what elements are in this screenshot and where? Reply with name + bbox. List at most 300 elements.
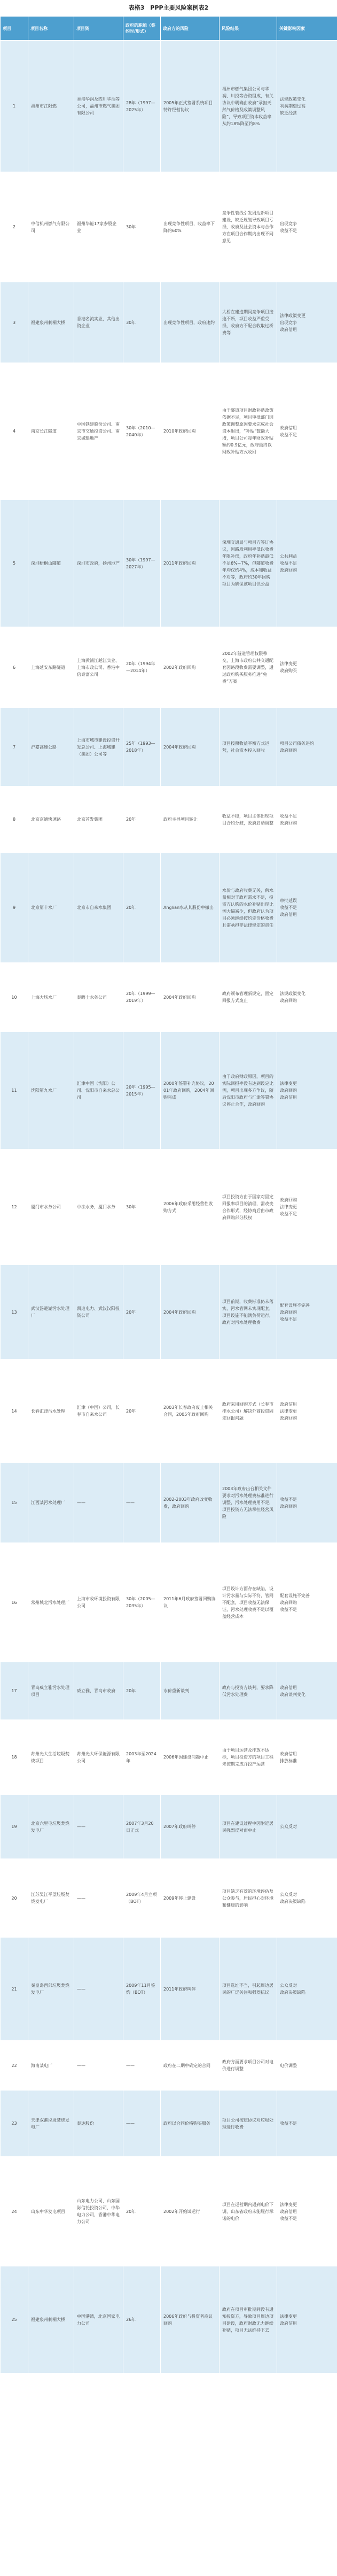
cell-text: 2011年政府回购 (163, 561, 196, 566)
header-cell: 政府的职能（签约时/形式） (123, 17, 161, 41)
table-cell (220, 2157, 277, 2266)
table-row (1, 282, 337, 363)
cell-text: 出现竞争性项目，政府违约 (163, 320, 215, 325)
table-cell (74, 172, 123, 282)
cell-text: 项目按照收益平衡方式运营，社会资本投入回收 (222, 741, 269, 753)
cell-text: 项目设计方面存在缺陷，设计污水量与实际不符，管网不配套，项目收益无法保证，污水处理收费不足以覆盖经营成本 (222, 1586, 273, 1619)
table-cell (28, 1463, 74, 1543)
table-cell (28, 1265, 74, 1360)
cell-text: 青岛威立雅污水处理项目 (31, 1685, 69, 1697)
cell-text: 收益不足 政府回购 (280, 1497, 297, 1509)
table-cell (220, 2041, 277, 2091)
table-cell (123, 853, 161, 963)
table-cell (123, 1795, 161, 1859)
document-title: 表格3 PPP主要风险案例表2 (128, 4, 209, 11)
cell-text: 30年（2005—2035年） (126, 1596, 155, 1608)
cell-text: 政府信用 收益不足 (280, 425, 297, 437)
cell-text: 30年（1997—2027年） (126, 557, 155, 569)
cell-text: 政府在二期中确定的合同 (163, 2063, 210, 2068)
cell-text: 审批延误 收益不足 政府信用 (280, 898, 297, 917)
cell-text: 20年（1995—2015年） (126, 1084, 155, 1097)
cell-text: —— (77, 1986, 85, 1992)
table-cell (277, 1543, 337, 1662)
table-cell (74, 500, 123, 627)
table-cell (277, 1938, 337, 2041)
cell-text: 法律变更 政府回购 政府信用 (280, 1081, 297, 1100)
table-cell (277, 1662, 337, 1720)
cell-text: 上海大场水厂 (31, 994, 57, 1000)
table-cell (277, 500, 337, 627)
cell-text: 20年 (126, 1309, 136, 1315)
cell-text: 山东中华发电项目 (31, 2209, 65, 2214)
cell-text: 海南某电厂 (31, 2063, 52, 2068)
cell-text: 北京京通快速路 (31, 817, 61, 822)
table-cell (220, 2091, 277, 2157)
table-cell (161, 2041, 220, 2091)
table-cell (1, 1662, 28, 1720)
cell-text: 20年（1994年—2014年） (126, 661, 155, 673)
table-cell (28, 627, 74, 708)
table-cell (161, 1265, 220, 1360)
cell-text: 收益不足 (280, 2121, 297, 2126)
cell-text: —— (126, 2121, 135, 2126)
table-cell (74, 2157, 123, 2266)
cell-text: 12 (11, 1205, 17, 1209)
table-cell (220, 500, 277, 627)
cell-text: 2009年11月签约（BOT） (126, 1983, 155, 1995)
cell-text: 山东电力公司，山东国际信托投资公司，中华电力公司，香港中华电力公司 (77, 2199, 120, 2224)
cell-text: 26年 (126, 2317, 136, 2322)
cell-text: 福州市江阳燃 (31, 104, 57, 109)
cell-text: 8 (12, 817, 16, 822)
cell-text: 2004年政府回购 (163, 1309, 196, 1315)
cell-text: 沪嘉高速公路 (31, 744, 57, 750)
table-cell (74, 853, 123, 963)
table-cell (28, 1360, 74, 1463)
table-cell (220, 1720, 277, 1795)
header-cell: 风险结果 (220, 17, 277, 41)
cell-text: 政府主导项目转让 (163, 817, 198, 822)
table-row (1, 41, 337, 172)
table-cell (1, 1795, 28, 1859)
cell-text: 25年（1993—2018年） (126, 741, 155, 753)
cell-text: 2004年政府回购 (163, 744, 196, 750)
table-cell (220, 1463, 277, 1543)
cell-text: —— (77, 1500, 85, 1505)
table-cell (220, 1543, 277, 1662)
cell-text: 15 (11, 1500, 17, 1505)
cell-text: 2007年3月20日正式 (126, 1821, 154, 1833)
table-cell (123, 1938, 161, 2041)
cell-text: 20年 (126, 905, 136, 910)
cell-text: 25 (11, 2317, 17, 2322)
cell-text: 20年 (126, 817, 136, 822)
cell-text: 2005年正式签署系统项目特许经营协议 (163, 100, 213, 112)
table-cell (123, 1859, 161, 1938)
cell-text: 福建泉州刺桐大桥 (31, 2317, 65, 2322)
table-cell (28, 1032, 74, 1150)
table-cell (220, 1032, 277, 1150)
cell-text: 出现竞争 收益不足 (280, 221, 297, 233)
table-cell (277, 1150, 337, 1265)
table-cell (277, 708, 337, 786)
table-row (1, 1859, 337, 1938)
table-cell (220, 853, 277, 963)
table-cell (74, 963, 123, 1032)
cell-text: 竞争性管线引发周边新项目建设，缺乏规划导致项目亏损，政府及社会资本与合作方在项目合作期内出现不同意见 (222, 211, 273, 243)
cell-text: 电价调整 (280, 2063, 297, 2068)
table-cell (1, 708, 28, 786)
table-row (1, 1265, 337, 1360)
cell-text: 中国铁建股份公司、南京市交通投资公司、南京城建地产 (77, 422, 120, 441)
cell-text: 法律变更 政府信用 收益不足 (280, 2202, 297, 2221)
table-cell (277, 282, 337, 363)
table-cell (28, 708, 74, 786)
table-cell (277, 963, 337, 1032)
cell-text: 政府采用回购方式（长春市排水公司）解决外商投资固定回报问题 (222, 1401, 273, 1421)
table-cell (277, 1360, 337, 1463)
cell-text: 法律政策变更 出现竞争 政府信用 (280, 313, 305, 332)
cell-text: 泰晤士水务公司 (77, 994, 107, 1000)
table-cell (28, 1662, 74, 1720)
table-cell (74, 708, 123, 786)
table-cell (277, 41, 337, 172)
cell-text: 深圳市政府，扬州地产 (77, 561, 120, 566)
cell-text: —— (126, 2063, 135, 2068)
table-cell (161, 1795, 220, 1859)
table-cell (161, 963, 220, 1032)
table-cell (28, 2041, 74, 2091)
table-cell (277, 1032, 337, 1150)
table-cell (123, 363, 161, 500)
cell-text: 政府与投资方谈判，要求降低污水处理费 (222, 1685, 273, 1697)
cell-text: 法律变更 政府信用 (280, 2313, 297, 2326)
table-cell (220, 786, 277, 853)
cell-text: 政府颁布管理新规定，固定回报方式废止 (222, 991, 273, 1003)
table-cell (123, 2091, 161, 2157)
table-cell (28, 172, 74, 282)
table-cell (277, 172, 337, 282)
cell-text: —— (126, 1500, 135, 1505)
table-cell (28, 363, 74, 500)
cell-text: 政府以合同价格购买服务 (163, 2121, 210, 2126)
cell-text: 法规政策变化 利润期望过高 缺乏经营 (280, 97, 305, 115)
cell-text: 苏州光大生活垃圾焚烧项目 (31, 1751, 69, 1763)
header-cell: 项目资 (74, 17, 123, 41)
cell-text: 法规政策变化 政府回购 (280, 991, 305, 1003)
table-cell (1, 172, 28, 282)
cell-text: 2011年6月政府签署回购协议 (163, 1596, 216, 1608)
cell-text: 23 (11, 2121, 17, 2126)
table-cell (28, 1938, 74, 2041)
cell-text: 威立雅，青岛市政府 (77, 1688, 115, 1693)
cell-text: 9 (12, 905, 16, 910)
cell-text: 上海黄浦江越江实业、上海市政公司、香港中信泰富公司 (77, 658, 120, 677)
cell-text: 项目投资方由于国家对固定回报率项目的清理，需改变合作形式，经协商后由市政府回购部分股权 (222, 1194, 273, 1220)
cell-text: 水价重新谈判 (163, 1688, 189, 1693)
cell-text: 福州华能17家参股企业 (77, 221, 117, 233)
table-row (1, 1150, 337, 1265)
cell-text: 公众反对 政府决策缺陷 (280, 1892, 305, 1904)
table-cell (28, 500, 74, 627)
cell-text: 政府信用 政府谈判变化 (280, 1685, 305, 1697)
table-cell (220, 1859, 277, 1938)
table-cell (1, 853, 28, 963)
table-cell (123, 786, 161, 853)
table-cell (74, 786, 123, 853)
table-row (1, 363, 337, 500)
cell-text: 南京长江隧道 (31, 429, 57, 434)
cell-text: 收益不稳，项目主体出现项目合约分歧，政府启动调整 (222, 813, 273, 826)
cell-text: 凯迪电力、武汉汉阳投资公司 (77, 1306, 120, 1318)
table-cell (123, 1662, 161, 1720)
cell-text: 20年 (126, 2209, 136, 2214)
table-cell (220, 2266, 277, 2373)
cell-text: 泰达股份 (77, 2121, 94, 2126)
table-cell (123, 172, 161, 282)
cell-text: 中国港湾，北京国家电力公司 (77, 2313, 120, 2326)
cell-text: 政府方面要求项目公司对电价进行调整 (222, 2060, 273, 2071)
table-cell (1, 2041, 28, 2091)
table-cell (220, 1938, 277, 2041)
cell-text: —— (77, 1824, 85, 1829)
cell-text: 3 (12, 320, 16, 325)
table-cell (28, 1543, 74, 1662)
cell-text: 20年 (126, 1688, 136, 1693)
table-row (1, 2041, 337, 2091)
table-cell (277, 2091, 337, 2157)
table-cell (28, 1859, 74, 1938)
table-cell (74, 41, 123, 172)
cell-text: 13 (11, 1309, 17, 1315)
table-cell (1, 41, 28, 172)
table-cell (28, 282, 74, 363)
table-row (1, 172, 337, 282)
cell-text: 福建泉州刺桐大桥 (31, 320, 65, 325)
table-cell (74, 1265, 123, 1360)
table-cell (161, 1150, 220, 1265)
table-cell (161, 41, 220, 172)
cell-text: 由于项目运营及排放不达标，项目投资方的项目工程未按期完成并投产运营 (222, 1748, 273, 1767)
cell-text: 2003年长春政府废止相关合同，2005年政府回购 (163, 1405, 213, 1417)
cell-text: 江苏吴江平望垃圾焚烧发电厂 (31, 1892, 69, 1904)
cell-text: 大桥在建造期间竞争项目接连不断，项目收益严重受损，政府方不配合收取过桥费等 (222, 310, 273, 335)
cell-text: 深圳梧桐山隧道 (31, 561, 61, 566)
table-cell (74, 1463, 123, 1543)
table-cell (123, 2266, 161, 2373)
cell-text: 17 (11, 1688, 17, 1693)
table-cell (220, 1265, 277, 1360)
cell-text: 22 (11, 2063, 17, 2068)
table-row (1, 2091, 337, 2157)
table-cell (277, 1795, 337, 1859)
table-row (1, 708, 337, 786)
table-cell (161, 1859, 220, 1938)
table-cell (1, 363, 28, 500)
cell-text: 20 (11, 1895, 17, 1901)
cell-text: —— (77, 2063, 85, 2068)
table-row (1, 500, 337, 627)
cell-text: 1 (12, 104, 16, 109)
cell-text: 出现竞争性项目，收益率下降约60% (163, 221, 215, 233)
table-cell (1, 1150, 28, 1265)
cell-text: 18 (11, 1755, 17, 1760)
table-cell (74, 1720, 123, 1795)
table-cell (1, 1859, 28, 1938)
cell-text: 2002年政府回购 (163, 665, 196, 670)
cell-text: 水价与政府收费无关，供水量相对于政府需求不足，投资方认购的水价补贴出现比例大幅减少，但政府认为项目必须继续按约定价格收费且需承担非法律规定的责任 (222, 888, 273, 928)
cell-text: 沈阳第九水厂 (31, 1088, 57, 1093)
cell-text: 28年（1997—2025年） (126, 100, 155, 112)
table-cell (1, 1463, 28, 1543)
cell-text: 2002-2003年政府改变收费，政府回购 (163, 1497, 213, 1509)
cell-text: 5 (12, 561, 16, 566)
table-cell (161, 1543, 220, 1662)
table-cell (28, 41, 74, 172)
table-cell (277, 2157, 337, 2266)
cell-text: 30年 (126, 225, 136, 229)
table-cell (74, 1859, 123, 1938)
table-cell (220, 1662, 277, 1720)
table-cell (123, 41, 161, 172)
cell-text: 上海延安东路隧道 (31, 665, 65, 670)
table-row (1, 1360, 337, 1463)
cell-text: 2006年政府采用经营性收购方式 (163, 1201, 213, 1213)
table-cell (123, 1265, 161, 1360)
cell-text: 6 (12, 665, 16, 670)
table-cell (28, 963, 74, 1032)
cell-text: 厦门市水务公司 (31, 1205, 61, 1209)
cell-text: 2010年政府回购 (163, 429, 196, 434)
cell-text: 2011年政府叫停 (163, 1986, 196, 1992)
table-cell (161, 1360, 220, 1463)
table-cell (1, 1265, 28, 1360)
cell-text: 法律变更 政府购买 (280, 661, 297, 673)
header-cell: 关键影响因素 (277, 17, 337, 41)
table-cell (220, 1360, 277, 1463)
cell-text: 政府信用 法律变更 政府回购 (280, 1401, 297, 1421)
table-row (1, 963, 337, 1032)
table-cell (1, 2091, 28, 2157)
table-cell (1, 2266, 28, 2373)
cell-text: 2007年政府叫停 (163, 1824, 196, 1829)
cell-text: 10 (11, 994, 17, 1000)
table-cell (1, 282, 28, 363)
table-cell (1, 2157, 28, 2266)
cell-text: 公众反对 (280, 1824, 297, 1829)
table-row (1, 1795, 337, 1859)
cell-text: 24 (11, 2209, 17, 2214)
table-cell (74, 1150, 123, 1265)
table-cell (28, 1720, 74, 1795)
cell-text: 上海市政环境投资有限公司 (77, 1596, 120, 1608)
table-cell (1, 786, 28, 853)
cell-text: 江西某污水处理厂 (31, 1500, 65, 1505)
table-row (1, 1938, 337, 2041)
table-cell (123, 2157, 161, 2266)
cell-text: 19 (11, 1824, 17, 1829)
cell-text: 项目缺乏有效的环境评估及公众参与，居民担心对环境和健康的影响 (222, 1888, 273, 1908)
cell-text: 2009年停止建设 (163, 1895, 196, 1901)
cell-text: 2000年签署补充协议，2001年政府回购，2004年回购完成 (163, 1081, 214, 1100)
cell-text: 天津双港垃圾焚烧发电厂 (31, 2117, 69, 2130)
cell-text: 香港名流实业，其他出资企业 (77, 317, 120, 328)
cell-text: 北京第十水厂 (31, 905, 57, 910)
table-cell (28, 1795, 74, 1859)
cell-text: 北京六里屯垃圾焚烧发电厂 (31, 1821, 69, 1833)
cell-text: 项目在运营期内遇到电价下调，山东省政府未能履行承诺的电价 (222, 2202, 273, 2221)
cell-text: 30年 (126, 320, 136, 325)
cell-text: 项目公司按照协议对垃圾处理进行收费 (222, 2117, 273, 2130)
table-cell (277, 1463, 337, 1543)
cell-text: 秦皇岛西部垃圾焚烧发电厂 (31, 1983, 69, 1995)
table-cell (220, 1795, 277, 1859)
table-cell (123, 1150, 161, 1265)
table-cell (277, 1720, 337, 1795)
cell-text: 长春汇津污水处理 (31, 1408, 65, 1414)
table-cell (277, 363, 337, 500)
table-cell (74, 2041, 123, 2091)
table-row (1, 627, 337, 708)
cell-text: 30年（2010—2040年） (126, 425, 155, 437)
table-row (1, 1662, 337, 1720)
table-cell (74, 1938, 123, 2041)
table-cell (74, 627, 123, 708)
table-cell (277, 1265, 337, 1360)
cell-text: 苏州光大环保能源有限公司 (77, 1751, 120, 1763)
table-cell (1, 1360, 28, 1463)
table-cell (74, 2091, 123, 2157)
cell-text: 政府信用 排放标准 (280, 1751, 297, 1763)
table-row (1, 2157, 337, 2266)
cell-text: 政府在项目审批期间没有通知投资方，导致项目周边项目建设，政府财政无力继续补贴，项目无法维持下去 (222, 2307, 273, 2333)
table-cell (161, 2266, 220, 2373)
cell-text: 公共利益 收益不足 政府回购 (280, 554, 297, 573)
table-cell (74, 282, 123, 363)
cell-text: 北京市自来水集团 (77, 905, 111, 910)
cell-text: 2002年开始试运行 (163, 2209, 200, 2214)
table-cell (74, 2266, 123, 2373)
table-cell (161, 1720, 220, 1795)
cell-text: 配套设施不完善 政府回购 收益不足 (280, 1302, 310, 1322)
table-cell (161, 500, 220, 627)
cell-text: 2004年政府回购 (163, 994, 196, 1000)
cell-text: 配套设施不完善 政府回购 收益不足 (280, 1593, 310, 1612)
table-cell (74, 1795, 123, 1859)
table-cell (277, 1859, 337, 1938)
table-cell (220, 41, 277, 172)
table-row (1, 1720, 337, 1795)
table-cell (123, 1720, 161, 1795)
table-cell (277, 853, 337, 963)
cell-text: 2006年政府与投资者商议回购 (163, 2313, 213, 2326)
table-cell (123, 2041, 161, 2091)
table-cell (161, 853, 220, 963)
table-cell (1, 1543, 28, 1662)
cell-text: 项目选址不当，引起周边居民的广泛关注和强烈抗议 (222, 1983, 273, 1995)
table-cell (74, 1662, 123, 1720)
cell-text: 11 (11, 1088, 17, 1093)
table-cell (74, 1360, 123, 1463)
table-cell (74, 1543, 123, 1662)
cell-text: 中信机州燃气有限公司 (31, 221, 69, 233)
table-cell (277, 2266, 337, 2373)
table-cell (220, 282, 277, 363)
table-cell (1, 1938, 28, 2041)
cell-text: 4 (12, 429, 16, 434)
table-cell (277, 2041, 337, 2091)
table-cell (220, 708, 277, 786)
